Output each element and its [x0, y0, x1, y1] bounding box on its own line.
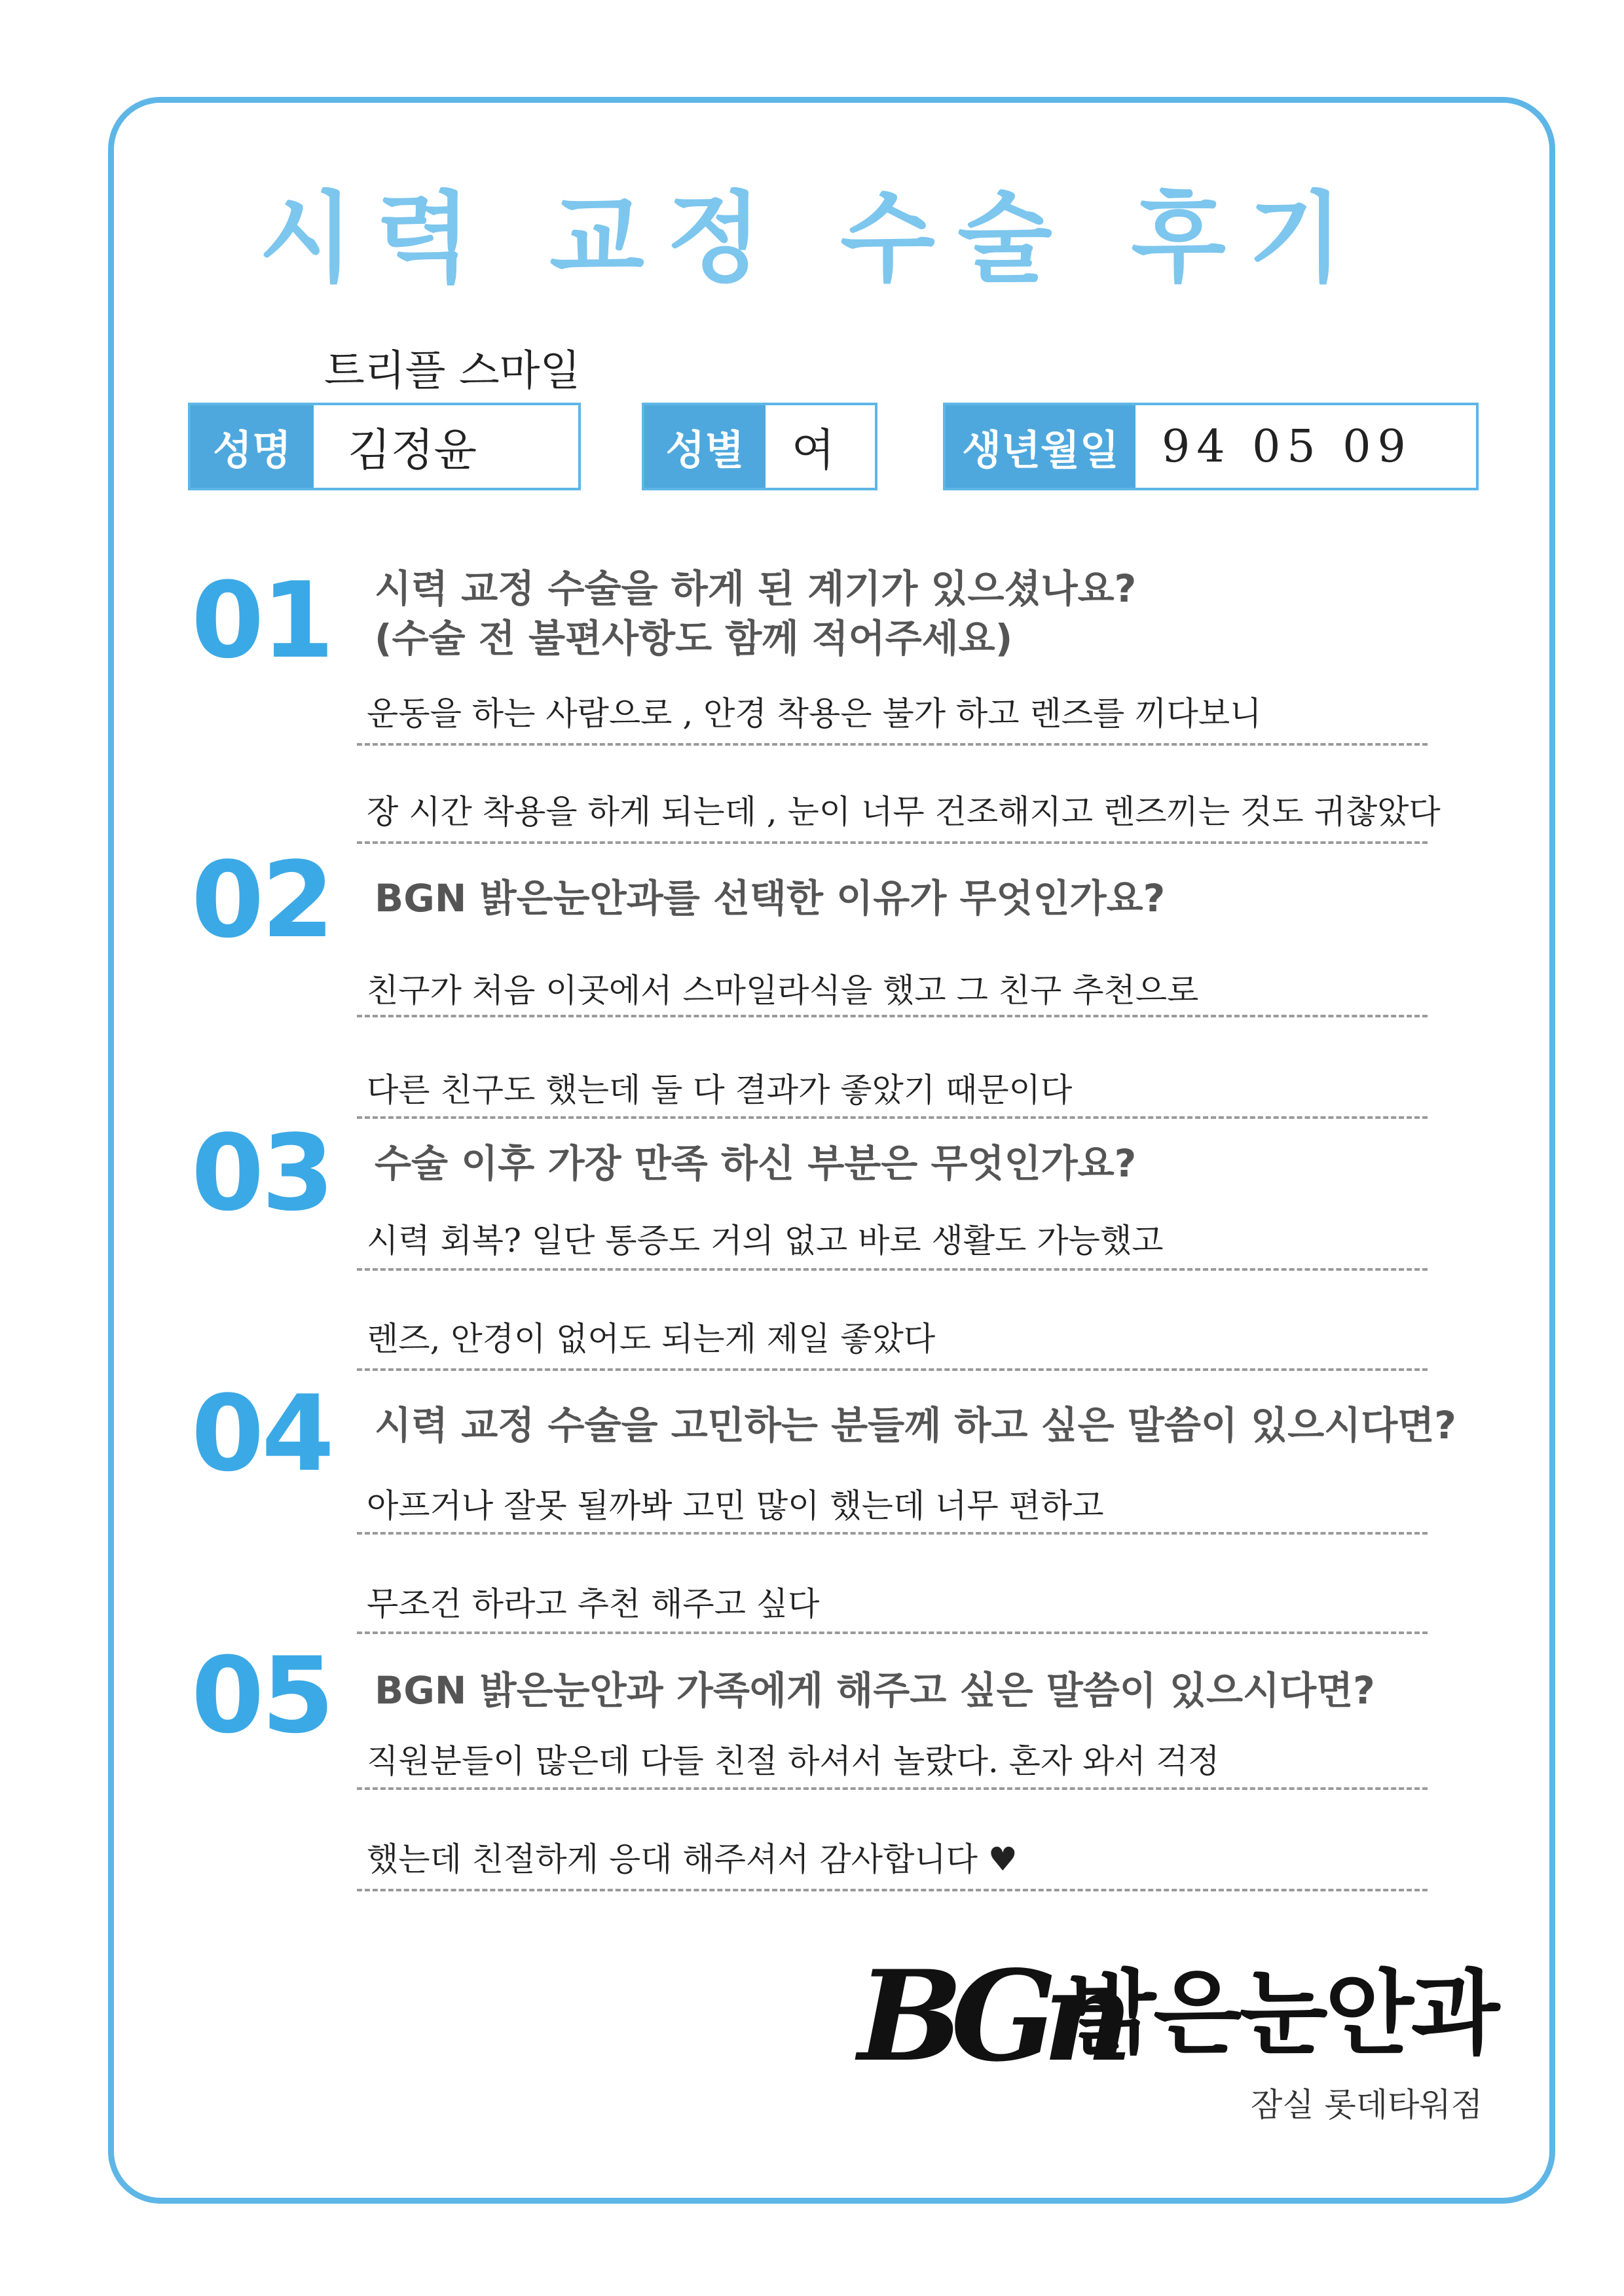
answer-rule: [357, 1631, 1428, 1634]
name-label: 성명: [191, 405, 314, 488]
gender-value: 여: [792, 424, 835, 477]
nickname: 트리플 스마일: [324, 347, 581, 395]
question-text: BGN 밝은눈안과를 선택한 이유가 무엇인가요?: [375, 876, 1166, 920]
answer-line: 렌즈, 안경이 없어도 되는게 제일 좋았다: [367, 1320, 936, 1358]
bgn-logo-mark: BGn: [858, 1943, 1119, 2089]
answer-rule: [357, 1368, 1428, 1371]
page-title: 시력 교정 수술 후기: [259, 182, 1365, 296]
answer-line: 아프거나 잘못 될까봐 고민 많이 했는데 너무 편하고: [367, 1487, 1104, 1525]
answer-line: 무조건 하라고 추천 해주고 싶다: [367, 1585, 820, 1623]
answer-line: 친구가 처음 이곳에서 스마일라식을 했고 그 친구 추천으로: [367, 972, 1199, 1010]
question-subtext: (수술 전 불편사항도 함께 적어주세요): [375, 616, 1013, 661]
question-number: 02: [191, 839, 332, 961]
question-number: 04: [191, 1372, 332, 1495]
clinic-logo: [858, 1943, 1513, 2124]
answer-rule: [357, 743, 1428, 746]
question-number: 05: [191, 1634, 332, 1757]
gender-label: 성별: [644, 405, 766, 488]
answer-line: 시력 회복? 일단 통증도 거의 없고 바로 생활도 가능했고: [367, 1222, 1164, 1260]
answer-rule: [357, 1889, 1428, 1891]
answer-line: 운동을 하는 사람으로 , 안경 착용은 불가 하고 렌즈를 끼다보니: [367, 695, 1262, 733]
answer-rule: [357, 1116, 1428, 1119]
birth-value: 94 05 09: [1162, 420, 1412, 473]
answer-line: 했는데 친절하게 응대 해주셔서 감사합니다 ♥: [367, 1840, 1018, 1878]
question-text: 시력 교정 수술을 고민하는 분들께 하고 싶은 말씀이 있으시다면?: [375, 1403, 1456, 1448]
answer-line: 다른 친구도 했는데 둘 다 결과가 좋았기 때문이다: [367, 1071, 1073, 1109]
name-field: [188, 403, 581, 490]
answer-rule: [357, 1532, 1428, 1535]
answer-rule: [357, 1015, 1428, 1017]
gender-field: [642, 403, 877, 490]
birth-field: [943, 403, 1479, 490]
answer-rule: [357, 841, 1428, 844]
clinic-name: 밝은눈안과: [1067, 1961, 1498, 2068]
name-value: 김정윤: [348, 424, 477, 477]
question-text: 수술 이후 가장 만족 하신 부분은 무엇인가요?: [375, 1141, 1137, 1186]
answer-line: 직원분들이 많은데 다들 친절 하셔서 놀랐다. 혼자 와서 걱정: [367, 1742, 1220, 1780]
birth-label: 생년월일: [946, 405, 1135, 488]
question-text: 시력 교정 수술을 하게 된 계기가 있으셨나요?: [375, 566, 1137, 611]
branch-name: 잠실 롯데타워점: [1251, 2086, 1483, 2124]
answer-rule: [357, 1268, 1428, 1271]
question-text: BGN 밝은눈안과 가족에게 해주고 싶은 말씀이 있으시다면?: [375, 1668, 1375, 1713]
question-number: 01: [191, 559, 332, 682]
question-number: 03: [191, 1112, 332, 1234]
answer-rule: [357, 1787, 1428, 1790]
answer-line: 장 시간 착용을 하게 되는데 , 눈이 너무 건조해지고 렌즈끼는 것도 귀찮았다: [367, 793, 1441, 831]
